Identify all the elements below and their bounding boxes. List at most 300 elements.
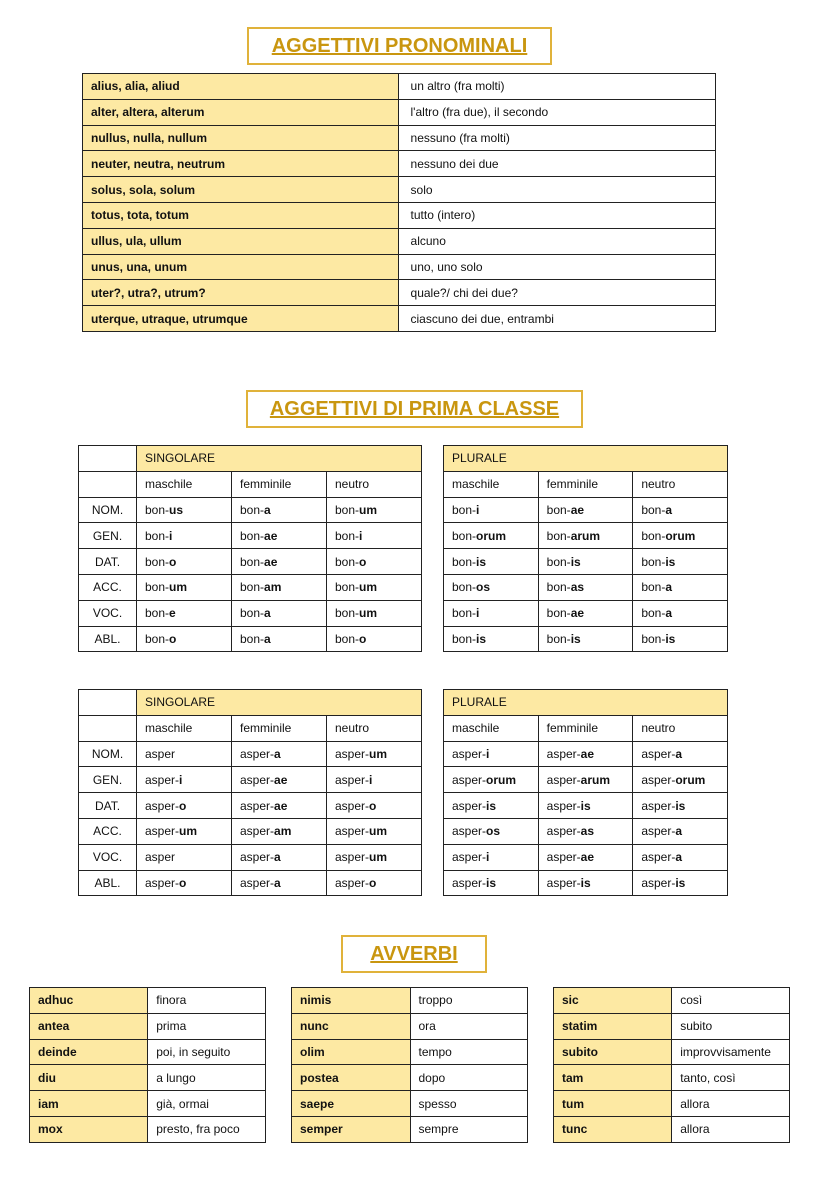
adverb-italian: presto, fra poco — [148, 1116, 266, 1142]
ending: a — [665, 502, 673, 517]
stem: bon- — [641, 554, 666, 569]
latin-term: uter?, utra?, utrum? — [83, 280, 399, 306]
empty-cell — [79, 715, 137, 741]
declension-cell — [538, 741, 633, 767]
ending: os — [476, 580, 491, 595]
stem: asper- — [335, 798, 370, 813]
stem: asper- — [452, 746, 487, 761]
table-row — [444, 741, 728, 767]
stem: bon- — [452, 502, 477, 517]
table-row — [83, 99, 716, 125]
table-row — [83, 151, 716, 177]
adverb-italian: a lungo — [148, 1065, 266, 1091]
table-row — [554, 988, 790, 1014]
gender-label: femminile — [538, 471, 633, 497]
declension-cell — [137, 818, 232, 844]
gender-label: maschile — [137, 715, 232, 741]
ending: i — [179, 772, 183, 787]
case-label: DAT. — [79, 549, 137, 575]
table-row — [554, 1065, 790, 1091]
declension-cell — [633, 793, 728, 819]
stem: bon- — [145, 502, 170, 517]
ending: um — [359, 502, 378, 517]
stem: asper- — [452, 772, 487, 787]
italian-meaning: quale?/ chi dei due? — [398, 280, 715, 306]
adverb-italian: sempre — [410, 1116, 528, 1142]
declension-cell — [444, 497, 539, 523]
declension-cell — [444, 523, 539, 549]
gender-row — [444, 715, 728, 741]
gender-label: femminile — [232, 471, 327, 497]
ending: a — [274, 875, 281, 890]
stem: bon- — [546, 528, 571, 543]
stem: bon- — [546, 502, 571, 517]
table-row — [30, 988, 266, 1014]
ending: i — [486, 850, 490, 865]
stem: asper- — [240, 746, 275, 761]
declension-cell — [232, 549, 327, 575]
declension-cell — [232, 767, 327, 793]
asper-plural-table — [443, 689, 728, 896]
declension-cell — [232, 870, 327, 896]
ending: is — [675, 875, 686, 890]
declension-cell — [444, 600, 539, 626]
declension-cell — [137, 793, 232, 819]
ending: i — [359, 528, 363, 543]
case-label: ABL. — [79, 626, 137, 652]
declension-cell — [444, 767, 539, 793]
stem: asper- — [335, 824, 370, 839]
ending: is — [580, 798, 591, 813]
stem: bon- — [145, 606, 170, 621]
stem: asper- — [335, 772, 370, 787]
declension-cell — [232, 600, 327, 626]
gender-label: femminile — [232, 715, 327, 741]
declension-cell — [232, 741, 327, 767]
stem: bon- — [641, 606, 666, 621]
section-title-avverbi: AVVERBI — [341, 935, 487, 973]
stem: bon- — [546, 606, 571, 621]
table-row — [30, 1039, 266, 1065]
declension-cell — [538, 600, 633, 626]
plural-header: PLURALE — [444, 446, 728, 472]
declension-cell — [232, 574, 327, 600]
table-row — [292, 1116, 528, 1142]
ending: a — [274, 850, 281, 865]
stem: bon- — [452, 528, 477, 543]
declension-cell — [444, 574, 539, 600]
ending: arum — [570, 528, 601, 543]
table-row — [292, 1039, 528, 1065]
ending: orum — [665, 528, 696, 543]
adverb-latin: nimis — [292, 988, 411, 1014]
ending: is — [476, 631, 487, 646]
gender-label: neutro — [633, 715, 728, 741]
adverb-italian: tempo — [410, 1039, 528, 1065]
ending: a — [665, 606, 673, 621]
stem: bon- — [145, 631, 170, 646]
case-label: ACC. — [79, 818, 137, 844]
ending: um — [359, 606, 378, 621]
declension-cell — [327, 793, 422, 819]
declension-cell — [137, 844, 232, 870]
adverb-italian: subito — [672, 1013, 790, 1039]
declension-cell — [327, 549, 422, 575]
section-title-prima-classe: AGGETTIVI DI PRIMA CLASSE — [246, 390, 583, 428]
declension-cell — [538, 523, 633, 549]
stem: bon- — [335, 606, 360, 621]
latin-term: ullus, ula, ullum — [83, 228, 399, 254]
stem: bon- — [335, 580, 360, 595]
table-row — [79, 741, 422, 767]
italian-meaning: alcuno — [398, 228, 715, 254]
declension-cell — [633, 818, 728, 844]
declension-cell — [327, 818, 422, 844]
ending: is — [570, 554, 581, 569]
table-row — [444, 600, 728, 626]
ending: i — [169, 528, 173, 543]
declension-cell — [137, 574, 232, 600]
gender-row — [79, 715, 422, 741]
adverb-italian: già, ormai — [148, 1091, 266, 1117]
stem: bon- — [452, 631, 477, 646]
stem: bon- — [546, 580, 571, 595]
declension-cell — [444, 549, 539, 575]
stem: asper- — [240, 798, 275, 813]
table-row — [30, 1091, 266, 1117]
ending: o — [359, 631, 367, 646]
gender-row — [444, 471, 728, 497]
table-row — [444, 574, 728, 600]
stem: asper- — [335, 875, 370, 890]
stem: asper — [145, 850, 176, 865]
gender-label: maschile — [444, 471, 539, 497]
ending: o — [169, 631, 177, 646]
italian-meaning: un altro (fra molti) — [398, 74, 715, 100]
case-label: VOC. — [79, 844, 137, 870]
stem: asper- — [546, 746, 581, 761]
adverbs-table-1 — [29, 987, 266, 1143]
table-row — [79, 497, 422, 523]
stem: asper- — [240, 772, 275, 787]
declension-cell — [538, 626, 633, 652]
stem: asper- — [641, 824, 676, 839]
declension-cell — [137, 767, 232, 793]
declension-cell — [444, 793, 539, 819]
declension-cell — [232, 523, 327, 549]
pronominal-adjectives-table — [82, 73, 716, 332]
section-title-pronominali: AGGETTIVI PRONOMINALI — [247, 27, 552, 65]
declension-cell — [327, 767, 422, 793]
ending: e — [169, 606, 176, 621]
adverb-latin: statim — [554, 1013, 672, 1039]
ending: o — [179, 798, 187, 813]
adverb-latin: deinde — [30, 1039, 148, 1065]
ending: um — [369, 850, 388, 865]
ending: um — [179, 824, 198, 839]
stem: asper- — [145, 875, 180, 890]
ending: a — [675, 850, 683, 865]
declension-cell — [538, 497, 633, 523]
table-row — [83, 306, 716, 332]
table-row — [292, 988, 528, 1014]
declension-cell — [633, 844, 728, 870]
adverb-italian: poi, in seguito — [148, 1039, 266, 1065]
table-row — [444, 497, 728, 523]
stem: bon- — [546, 554, 571, 569]
bonus-plural-table — [443, 445, 728, 652]
table-row — [444, 626, 728, 652]
declension-cell — [538, 870, 633, 896]
stem: asper- — [335, 746, 370, 761]
italian-meaning: nessuno (fra molti) — [398, 125, 715, 151]
ending: ae — [264, 554, 278, 569]
table-row — [444, 793, 728, 819]
ending: a — [665, 580, 673, 595]
declension-cell — [444, 870, 539, 896]
ending: am — [274, 824, 292, 839]
italian-meaning: solo — [398, 177, 715, 203]
declension-cell — [633, 497, 728, 523]
ending: a — [675, 746, 683, 761]
adverb-italian: ora — [410, 1013, 528, 1039]
table-row — [79, 523, 422, 549]
stem: bon- — [452, 580, 477, 595]
plural-header: PLURALE — [444, 690, 728, 716]
stem: asper- — [546, 850, 581, 865]
stem: bon- — [240, 580, 265, 595]
gender-label: neutro — [327, 471, 422, 497]
stem: asper- — [546, 824, 581, 839]
case-label: ABL. — [79, 870, 137, 896]
stem: bon- — [145, 554, 170, 569]
adverb-italian: troppo — [410, 988, 528, 1014]
ending: um — [359, 580, 378, 595]
ending: o — [179, 875, 187, 890]
header-row — [79, 690, 422, 716]
table-row — [554, 1013, 790, 1039]
stem: asper- — [240, 875, 275, 890]
table-row — [444, 844, 728, 870]
stem: bon- — [546, 631, 571, 646]
ending: is — [486, 875, 497, 890]
ending: um — [369, 824, 388, 839]
case-label: GEN. — [79, 523, 137, 549]
stem: asper- — [240, 850, 275, 865]
adverbs-table-2 — [291, 987, 528, 1143]
table-row — [79, 549, 422, 575]
empty-corner-cell — [79, 446, 137, 472]
table-row — [83, 228, 716, 254]
adverb-latin: semper — [292, 1116, 411, 1142]
adverb-latin: tam — [554, 1065, 672, 1091]
stem: bon- — [335, 528, 360, 543]
declension-cell — [538, 844, 633, 870]
table-row — [79, 767, 422, 793]
declension-cell — [232, 818, 327, 844]
declension-cell — [538, 767, 633, 793]
stem: bon- — [240, 502, 265, 517]
declension-cell — [633, 574, 728, 600]
stem: bon- — [335, 554, 360, 569]
stem: bon- — [240, 631, 265, 646]
stem: asper- — [641, 798, 676, 813]
case-label: VOC. — [79, 600, 137, 626]
table-row — [444, 523, 728, 549]
ending: a — [264, 502, 271, 517]
adverb-latin: mox — [30, 1116, 148, 1142]
stem: asper- — [145, 772, 180, 787]
table-row — [83, 280, 716, 306]
declension-cell — [444, 818, 539, 844]
ending: a — [264, 606, 271, 621]
table-row — [292, 1065, 528, 1091]
stem: asper- — [641, 772, 676, 787]
declension-cell — [327, 870, 422, 896]
stem: asper- — [452, 850, 487, 865]
adverbs-table-3 — [553, 987, 790, 1143]
declension-cell — [232, 844, 327, 870]
declension-cell — [327, 626, 422, 652]
ending: o — [169, 554, 177, 569]
adverb-italian: così — [672, 988, 790, 1014]
case-label: NOM. — [79, 741, 137, 767]
table-row — [444, 870, 728, 896]
stem: asper- — [641, 875, 676, 890]
stem: asper- — [240, 824, 275, 839]
table-row — [79, 600, 422, 626]
adverb-italian: allora — [672, 1091, 790, 1117]
ending: o — [369, 798, 377, 813]
singular-header: SINGOLARE — [137, 690, 422, 716]
ending: ae — [274, 772, 288, 787]
gender-label: femminile — [538, 715, 633, 741]
ending: i — [476, 502, 480, 517]
stem: asper — [145, 746, 176, 761]
gender-row — [79, 471, 422, 497]
latin-term: uterque, utraque, utrumque — [83, 306, 399, 332]
declension-cell — [232, 626, 327, 652]
adverb-italian: prima — [148, 1013, 266, 1039]
header-row — [444, 690, 728, 716]
declension-cell — [538, 793, 633, 819]
gender-label: maschile — [137, 471, 232, 497]
ending: i — [476, 606, 480, 621]
ending: a — [274, 746, 281, 761]
adverb-italian: dopo — [410, 1065, 528, 1091]
declension-cell — [137, 870, 232, 896]
italian-meaning: ciascuno dei due, entrambi — [398, 306, 715, 332]
declension-cell — [327, 523, 422, 549]
adverb-italian: spesso — [410, 1091, 528, 1117]
declension-cell — [633, 870, 728, 896]
ending: is — [570, 631, 581, 646]
declension-cell — [633, 741, 728, 767]
latin-term: totus, tota, totum — [83, 202, 399, 228]
stem: asper- — [641, 746, 676, 761]
table-row — [444, 767, 728, 793]
declension-cell — [633, 523, 728, 549]
ending: os — [486, 824, 501, 839]
italian-meaning: tutto (intero) — [398, 202, 715, 228]
ending: o — [359, 554, 367, 569]
adverb-latin: olim — [292, 1039, 411, 1065]
adverb-italian: finora — [148, 988, 266, 1014]
stem: bon- — [335, 502, 360, 517]
table-row — [79, 818, 422, 844]
gender-label: maschile — [444, 715, 539, 741]
stem: bon- — [240, 554, 265, 569]
italian-meaning: uno, uno solo — [398, 254, 715, 280]
table-row — [30, 1116, 266, 1142]
ending: o — [369, 875, 377, 890]
declension-cell — [137, 549, 232, 575]
adverb-latin: iam — [30, 1091, 148, 1117]
declension-cell — [444, 626, 539, 652]
stem: bon- — [641, 528, 666, 543]
stem: bon- — [641, 580, 666, 595]
case-label: ACC. — [79, 574, 137, 600]
empty-cell — [79, 471, 137, 497]
ending: ae — [570, 502, 585, 517]
table-row — [444, 549, 728, 575]
latin-term: solus, sola, solum — [83, 177, 399, 203]
ending: is — [665, 554, 676, 569]
latin-term: alter, altera, alterum — [83, 99, 399, 125]
italian-meaning: nessuno dei due — [398, 151, 715, 177]
adverb-latin: subito — [554, 1039, 672, 1065]
stem: asper- — [452, 824, 487, 839]
stem: bon- — [452, 606, 477, 621]
table-row — [83, 74, 716, 100]
bonus-singular-table — [78, 445, 422, 652]
stem: asper- — [641, 850, 676, 865]
declension-cell — [538, 818, 633, 844]
adverb-latin: sic — [554, 988, 672, 1014]
stem: asper- — [452, 798, 487, 813]
latin-term: nullus, nulla, nullum — [83, 125, 399, 151]
declension-cell — [444, 741, 539, 767]
stem: asper- — [546, 772, 581, 787]
ending: i — [369, 772, 373, 787]
ending: am — [264, 580, 282, 595]
stem: bon- — [240, 528, 265, 543]
ending: arum — [580, 772, 611, 787]
adverb-italian: allora — [672, 1116, 790, 1142]
table-row — [83, 125, 716, 151]
ending: is — [665, 631, 676, 646]
table-row — [444, 818, 728, 844]
adverb-latin: postea — [292, 1065, 411, 1091]
declension-cell — [633, 600, 728, 626]
stem: bon- — [145, 580, 170, 595]
ending: as — [570, 580, 585, 595]
adverb-latin: tum — [554, 1091, 672, 1117]
declension-cell — [137, 741, 232, 767]
ending: ae — [580, 746, 595, 761]
ending: ae — [274, 798, 288, 813]
declension-cell — [633, 626, 728, 652]
ending: is — [675, 798, 686, 813]
declension-cell — [538, 549, 633, 575]
declension-cell — [327, 844, 422, 870]
ending: ae — [570, 606, 585, 621]
ending: as — [580, 824, 595, 839]
stem: bon- — [145, 528, 170, 543]
adverb-latin: diu — [30, 1065, 148, 1091]
stem: asper- — [335, 850, 370, 865]
stem: bon- — [335, 631, 360, 646]
